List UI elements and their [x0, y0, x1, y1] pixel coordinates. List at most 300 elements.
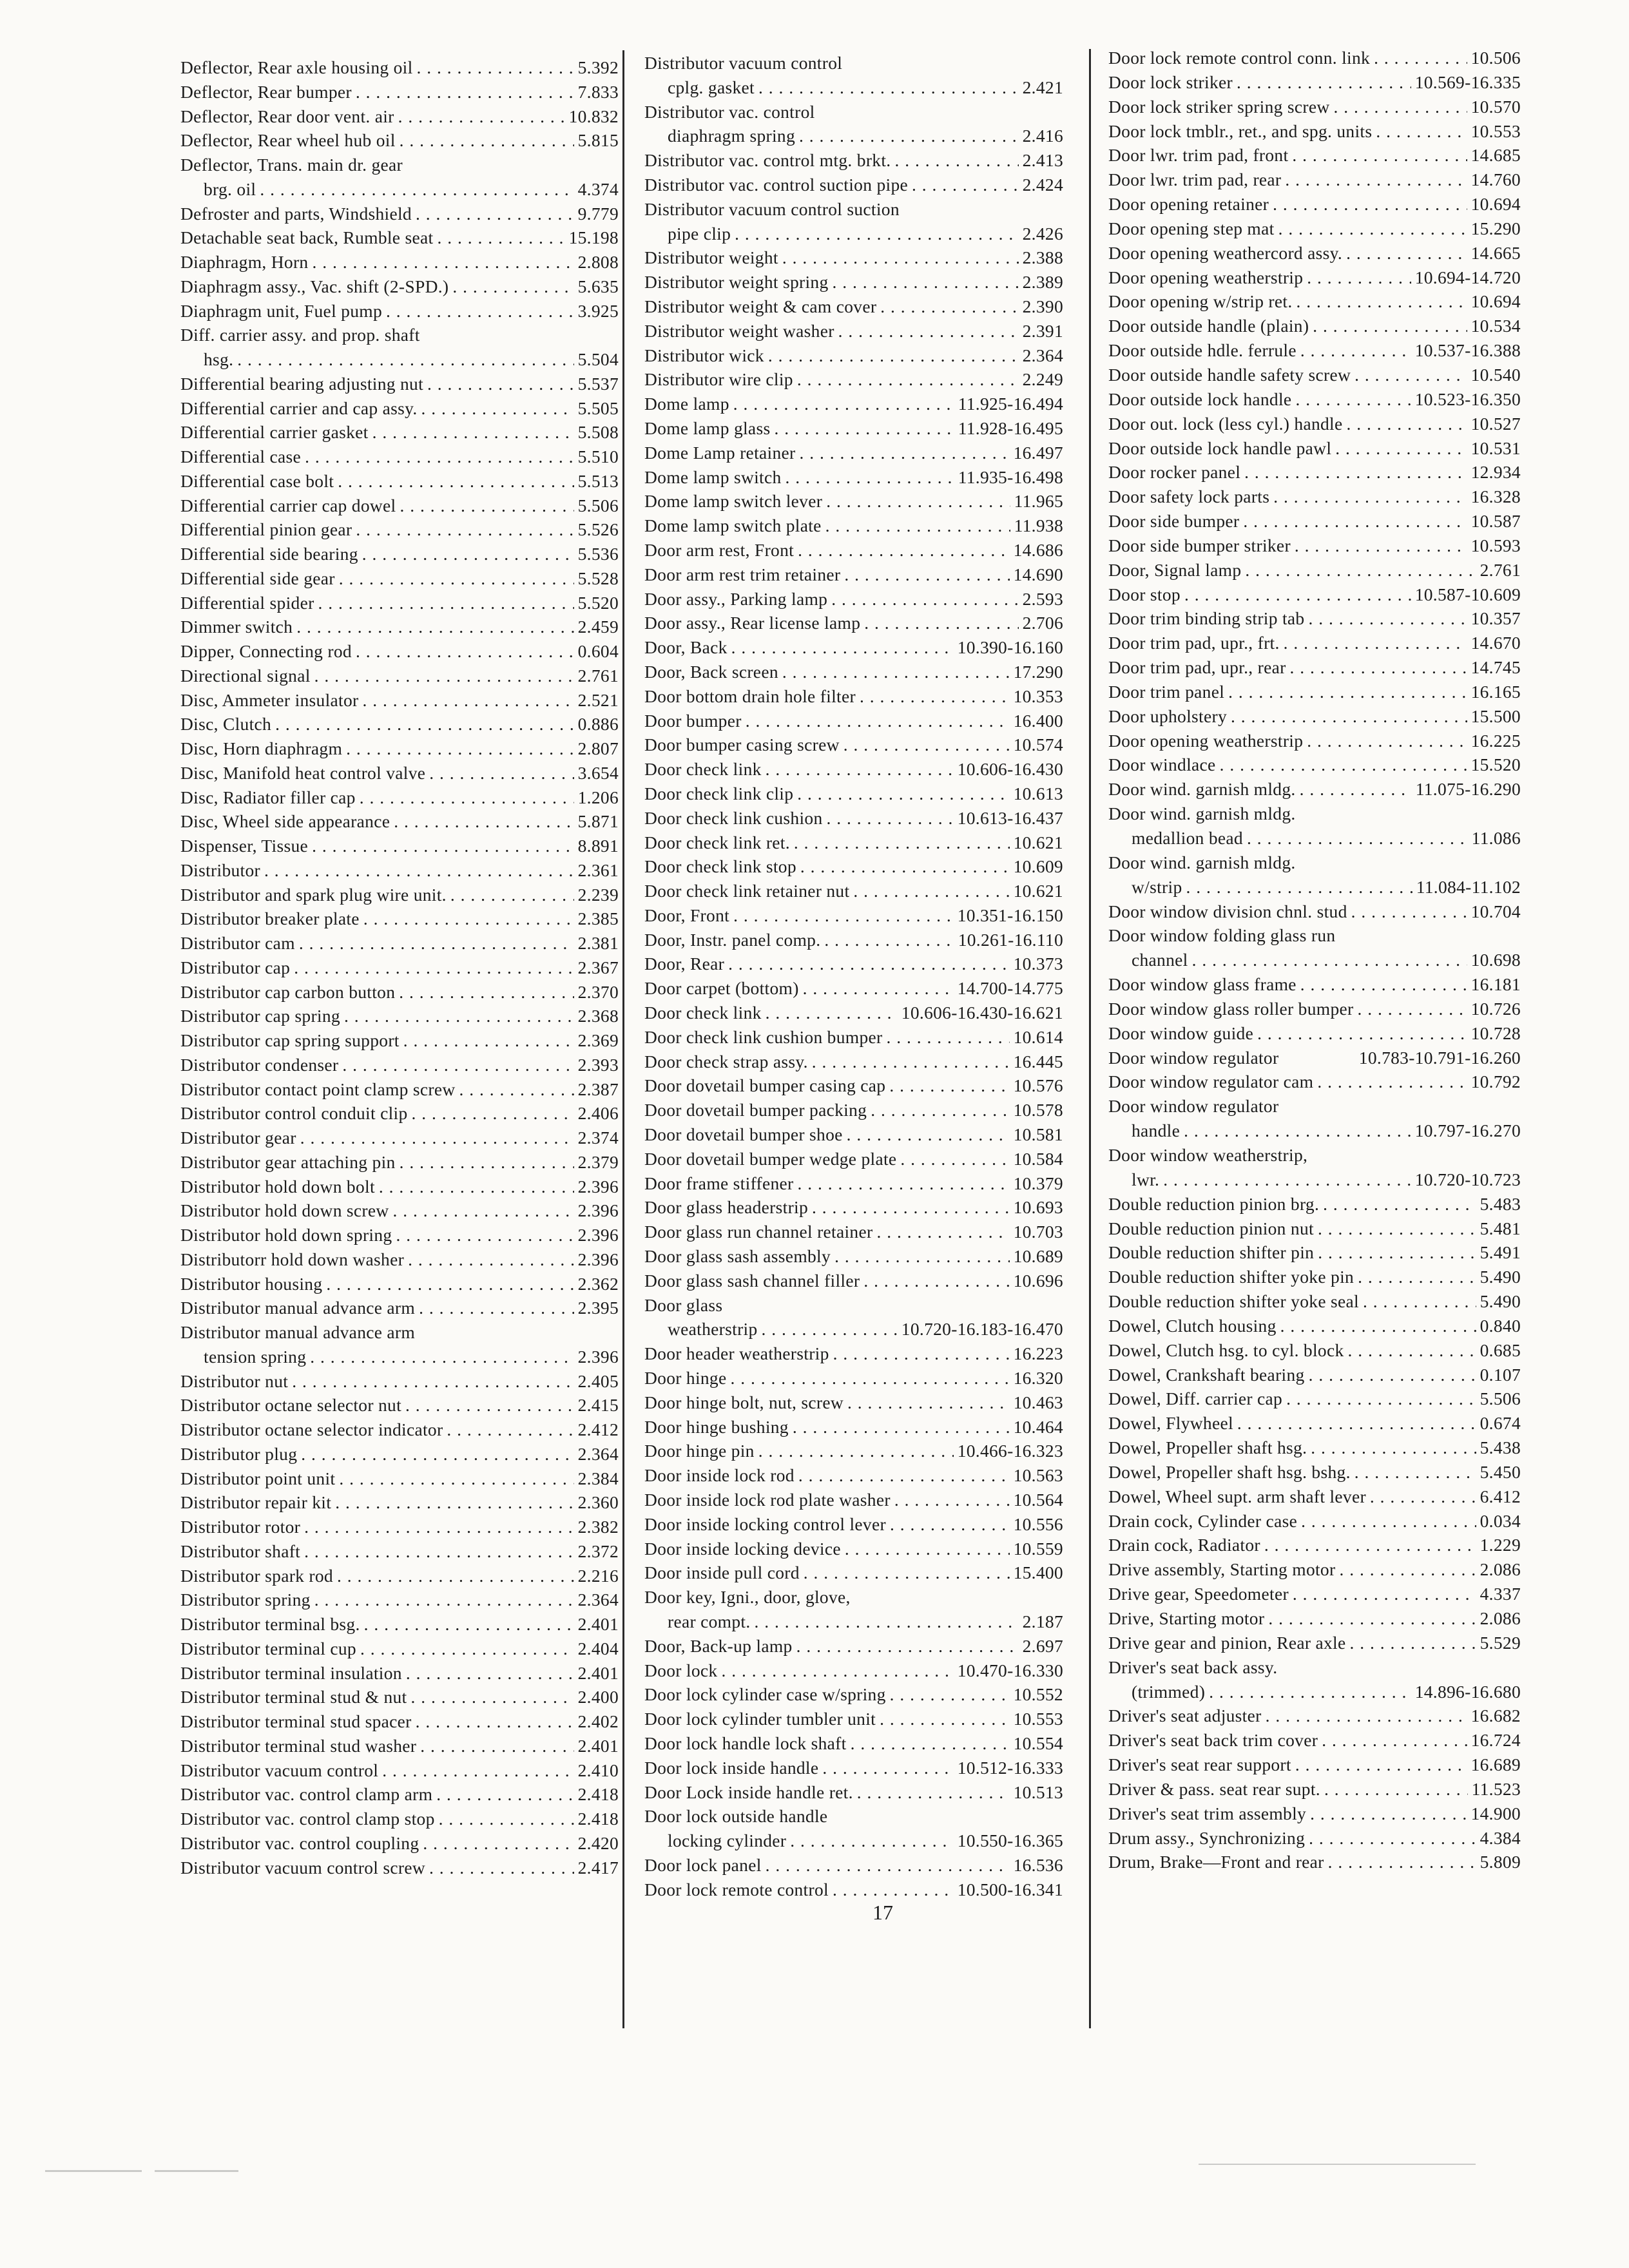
entry-term: Distributor contact point clamp screw [180, 1079, 456, 1099]
entry-term: Dowel, Clutch housing [1108, 1315, 1277, 1336]
index-entry [180, 1296, 619, 1320]
entry-part-number: 0.604 [577, 641, 619, 661]
entry-part-number: 5.505 [577, 398, 619, 418]
dot-leader [1163, 1168, 1411, 1192]
entry-term: Distributor manual advance arm [180, 1298, 416, 1318]
index-entry [1108, 729, 1521, 753]
entry-term: Door window regulator cam [1108, 1072, 1314, 1092]
entry-term: Door glass sash channel filler [644, 1270, 860, 1291]
dot-leader [237, 347, 574, 372]
dot-leader [912, 173, 1019, 197]
entry-term: Door inside locking device [644, 1538, 841, 1559]
entry-part-number: 10.550-16.365 [957, 1831, 1063, 1851]
dot-leader [437, 226, 564, 250]
entry-term: weatherstrip [668, 1319, 758, 1340]
entry-term: Door lock striker [1108, 72, 1233, 92]
entry-part-number: 16.724 [1470, 1730, 1521, 1751]
index-entry [180, 494, 619, 518]
entry-part-number: 15.290 [1470, 218, 1521, 238]
entry-part-number: 10.351-16.150 [957, 905, 1063, 925]
entry-term: Drive gear, Speedometer [1108, 1584, 1289, 1604]
entry-term: Distributor terminal stud washer [180, 1735, 417, 1756]
entry-part-number: 2.364 [577, 1443, 619, 1464]
entry-part-number: 16.225 [1470, 730, 1521, 751]
index-entry [180, 1101, 619, 1126]
column-divider [622, 50, 624, 2028]
dot-leader [1339, 1557, 1476, 1582]
entry-term: Door window guide [1108, 1023, 1254, 1043]
dot-leader [766, 757, 954, 782]
dot-leader [1346, 241, 1467, 265]
entry-part-number: 16.181 [1470, 974, 1521, 995]
entry-part-number: 2.379 [577, 1151, 619, 1172]
dot-leader [799, 124, 1019, 148]
dot-leader [372, 420, 574, 445]
entry-part-number: 7.833 [577, 81, 619, 102]
dot-leader [356, 80, 574, 104]
entry-term: Door trim pad, upr., frt. [1108, 633, 1280, 653]
entry-term: Differential carrier gasket [180, 422, 369, 443]
index-entry [180, 809, 619, 834]
dot-leader [394, 809, 574, 834]
entry-term: Door, Back [644, 637, 728, 658]
entry-part-number: 2.418 [577, 1809, 619, 1829]
dot-leader [312, 834, 574, 858]
entry-term: Distributor control conduit clip [180, 1103, 408, 1124]
entry-term: Differential bearing adjusting nut [180, 373, 424, 394]
entry-part-number: 2.402 [577, 1711, 619, 1731]
entry-term: Door carpet (bottom) [644, 978, 799, 999]
entry-part-number: 2.396 [577, 1200, 619, 1221]
dot-leader [889, 1073, 1009, 1098]
dot-leader [360, 1637, 574, 1661]
entry-term: Diff. carrier assy. and prop. shaft [180, 325, 420, 345]
entry-term: Driver's seat back assy. [1108, 1657, 1278, 1677]
index-entry [1108, 631, 1521, 655]
entry-part-number: 2.086 [1480, 1559, 1521, 1580]
entry-term: Distributor and spark plug wire unit. [180, 884, 447, 905]
index-entry [180, 615, 619, 639]
dot-leader [1318, 1216, 1476, 1241]
entry-term: Dome lamp glass [644, 418, 771, 438]
entry-term: Door lock [644, 1660, 718, 1680]
entry-part-number: 10.357 [1470, 608, 1521, 629]
dot-leader [1244, 460, 1467, 485]
entry-term: Dome lamp [644, 394, 729, 414]
entry-term: diaphragm spring [668, 126, 796, 146]
dot-leader [721, 1658, 953, 1683]
index-entry [180, 1661, 619, 1686]
entry-term: Door glass headerstrip [644, 1197, 809, 1218]
index-entry [1108, 265, 1521, 290]
index-entry [180, 1539, 619, 1564]
entry-part-number: 2.761 [577, 665, 619, 686]
index-entry [180, 883, 619, 907]
entry-part-number: 10.694 [1470, 194, 1521, 215]
dot-leader [735, 222, 1018, 246]
entry-term: Defroster and parts, Windshield [180, 203, 412, 224]
dot-leader [1282, 1094, 1517, 1119]
index-entry [644, 611, 1063, 635]
entry-part-number: 10.606-16.430 [957, 759, 1063, 780]
entry-part-number: 8.891 [577, 836, 619, 856]
entry-term: Door Lock inside handle ret. [644, 1782, 853, 1802]
dot-leader [1295, 533, 1467, 558]
index-entry [1108, 460, 1521, 485]
dot-leader [1351, 899, 1467, 924]
index-entry [644, 928, 1063, 952]
index-entry [1108, 387, 1521, 412]
entry-part-number: 2.761 [1480, 559, 1521, 580]
entry-part-number: 14.685 [1470, 145, 1521, 166]
dot-leader [733, 392, 954, 416]
index-entry [644, 976, 1063, 1001]
dot-leader [824, 928, 954, 952]
dot-leader [337, 1564, 574, 1588]
index-entry [644, 1439, 1063, 1463]
index-entry [644, 465, 1063, 490]
entry-term: Door opening weatherstrip [1108, 730, 1304, 751]
dot-leader [1301, 1509, 1476, 1533]
dot-leader [746, 709, 1010, 733]
entry-term: Door trim pad, upr., rear [1108, 657, 1286, 678]
entry-term: Distributor shaft [180, 1541, 301, 1561]
entry-term: Double reduction shifter yoke seal [1108, 1291, 1359, 1312]
index-entry [644, 441, 1063, 465]
entry-term: Double reduction shifter yoke pin [1108, 1267, 1354, 1287]
entry-part-number: 2.391 [1022, 320, 1063, 341]
entry-term: Drive gear and pinion, Rear axle [1108, 1632, 1346, 1653]
index-entry [180, 372, 619, 396]
entry-part-number: 2.239 [577, 884, 619, 905]
index-entry [1108, 899, 1521, 924]
entry-term: Dipper, Connecting rod [180, 641, 352, 661]
entry-part-number: 2.401 [577, 1614, 619, 1634]
index-entry [644, 1731, 1063, 1756]
index-entry [644, 416, 1063, 441]
dot-leader [819, 100, 1059, 124]
index-entry [644, 367, 1063, 392]
dot-leader [405, 1393, 574, 1418]
entry-term: Door glass sash assembly [644, 1246, 831, 1267]
entry-term: Distributor repair kit [180, 1492, 332, 1513]
entry-part-number: 2.364 [577, 1590, 619, 1610]
dot-leader [863, 1269, 1009, 1293]
entry-part-number: 2.086 [1480, 1608, 1521, 1628]
dot-leader [407, 153, 615, 177]
index-entry [644, 1122, 1063, 1147]
index-entry [644, 148, 1063, 173]
dot-leader [427, 372, 574, 396]
dot-leader [393, 1198, 574, 1223]
dot-leader [1192, 948, 1467, 972]
dot-leader [900, 1147, 1009, 1171]
dot-leader [379, 1175, 574, 1199]
index-entry [644, 514, 1063, 538]
entry-part-number: 2.361 [577, 860, 619, 880]
entry-term: Door check strap assy. [644, 1051, 808, 1072]
dot-leader [798, 538, 1009, 562]
dot-leader [860, 684, 1010, 709]
dot-leader [300, 1126, 574, 1150]
dot-leader [1257, 1021, 1467, 1046]
entry-term: Door lock cylinder case w/spring [644, 1684, 886, 1705]
dot-leader [728, 952, 1009, 976]
dot-leader [903, 197, 1059, 222]
dot-leader [812, 1195, 1010, 1220]
index-entry [1108, 1314, 1521, 1338]
dot-leader [399, 980, 574, 1004]
dot-leader [834, 1244, 1010, 1269]
entry-term: Dispenser, Tissue [180, 836, 309, 856]
entry-term: Door trim binding strip tab [1108, 608, 1305, 629]
dot-leader [1243, 509, 1467, 533]
index-entry [180, 177, 619, 202]
entry-term: Dome lamp switch lever [644, 491, 823, 512]
dot-leader [766, 1001, 898, 1025]
dot-leader [786, 465, 954, 490]
index-entry [644, 100, 1063, 124]
entry-term: Distributor hold down bolt [180, 1176, 375, 1196]
entry-part-number: 2.424 [1022, 174, 1063, 195]
dot-leader [1237, 1411, 1476, 1436]
entry-term: Door out. lock (less cyl.) handle [1108, 413, 1343, 434]
entry-part-number: 14.700-14.775 [957, 978, 1063, 999]
entry-term: Distributor weight spring [644, 272, 829, 293]
dot-leader [766, 1853, 1010, 1878]
dot-leader [800, 854, 1010, 879]
index-entry [180, 761, 619, 785]
entry-term: tension spring [204, 1346, 307, 1367]
entry-part-number: 10.470-16.330 [957, 1660, 1063, 1680]
entry-part-number: 10.531 [1470, 437, 1521, 458]
entry-part-number: 2.393 [577, 1054, 619, 1075]
index-entry [644, 1220, 1063, 1244]
index-entry [180, 128, 619, 153]
index-entry [1108, 704, 1521, 729]
dot-leader [1322, 1728, 1467, 1753]
entry-term: Door key, Igni., door, glove, [644, 1587, 851, 1608]
index-entry [180, 980, 619, 1004]
entry-part-number: 14.900 [1470, 1803, 1521, 1823]
entry-part-number: 15.400 [1013, 1562, 1063, 1583]
entry-part-number: 2.421 [1022, 77, 1063, 97]
dot-leader [838, 319, 1019, 343]
index-entry [1108, 582, 1521, 607]
index-entry [180, 542, 619, 566]
entry-term: Driver's seat rear support [1108, 1754, 1291, 1775]
entry-part-number: 2.385 [577, 908, 619, 929]
entry-term: Dome lamp switch [644, 466, 782, 487]
dot-leader [1186, 875, 1412, 899]
entry-term: Double reduction pinion brg. [1108, 1193, 1320, 1214]
entry-term: Drum assy., Synchronizing [1108, 1827, 1306, 1848]
index-entry [180, 1442, 619, 1466]
entry-part-number: 5.809 [1480, 1852, 1521, 1872]
entry-part-number: 10.728 [1470, 1023, 1521, 1043]
index-entries [180, 55, 619, 1879]
entry-part-number: 10.606-16.430-16.621 [901, 1003, 1063, 1023]
entry-term: Door opening retainer [1108, 194, 1269, 215]
dot-leader [846, 51, 1059, 75]
dot-leader [1354, 1460, 1476, 1485]
dot-leader [459, 1077, 574, 1102]
index-entry [1108, 168, 1521, 192]
index-entry [1108, 1485, 1521, 1509]
index-entry [1108, 485, 1521, 509]
entry-term: Diaphragm, Horn [180, 252, 309, 272]
dot-leader [864, 611, 1018, 635]
index-entry [1108, 1265, 1521, 1289]
dot-leader [294, 956, 574, 980]
entry-part-number: 10.703 [1013, 1222, 1063, 1242]
entry-part-number: 17.290 [1013, 661, 1063, 682]
dot-leader [1284, 631, 1467, 655]
index-entry [180, 104, 619, 129]
index-entry [1108, 972, 1521, 997]
index-entry [180, 299, 619, 323]
index-entry [644, 270, 1063, 294]
entry-part-number: 10.621 [1013, 881, 1063, 901]
index-entry [180, 931, 619, 956]
dot-leader [827, 806, 954, 831]
entry-part-number: 2.410 [577, 1760, 619, 1780]
entry-part-number: 10.694 [1470, 291, 1521, 312]
entry-part-number: 0.674 [1480, 1413, 1521, 1434]
dot-leader [1292, 143, 1467, 168]
entry-term: Door check link ret. [644, 832, 790, 852]
dot-leader [890, 1682, 1010, 1707]
dot-leader [400, 1150, 574, 1175]
index-entry [644, 197, 1063, 222]
entry-part-number: 2.390 [1022, 296, 1063, 316]
entry-part-number: 16.328 [1470, 486, 1521, 507]
entry-part-number: 10.621 [1013, 832, 1063, 852]
dot-leader [304, 1539, 574, 1564]
index-entry [1108, 192, 1521, 216]
entry-term: Deflector, Rear axle housing oil [180, 57, 413, 77]
index-entry [180, 420, 619, 445]
entry-part-number: 2.364 [1022, 345, 1063, 365]
dot-leader [731, 635, 954, 660]
dot-leader [1273, 192, 1467, 216]
entry-part-number: 0.034 [1480, 1510, 1521, 1531]
dot-leader [1335, 436, 1467, 461]
entry-part-number: 2.369 [577, 1030, 619, 1050]
entry-term: Dowel, Flywheel [1108, 1413, 1233, 1434]
entry-term: Door window weatherstrip, [1108, 1144, 1308, 1165]
entry-term: Directional signal [180, 665, 311, 686]
dot-leader [424, 323, 615, 347]
entry-term: Distributor vacuum control [180, 1760, 379, 1780]
index-entry [1108, 1046, 1521, 1070]
entry-term: Door check link [644, 1003, 762, 1023]
index-entry [644, 854, 1063, 879]
entry-part-number: 10.797-16.270 [1414, 1120, 1521, 1141]
dot-leader [1295, 1753, 1467, 1777]
index-entry [644, 806, 1063, 831]
dot-leader [411, 1685, 574, 1709]
entry-term: Door upholstery [1108, 706, 1227, 726]
entry-term: Disc, Radiator filler cap [180, 787, 356, 807]
entry-part-number: 2.249 [1022, 369, 1063, 390]
entry-part-number: 2.367 [577, 957, 619, 977]
entry-term: Differential spider [180, 592, 314, 613]
index-entry [1108, 826, 1521, 850]
entry-part-number: 10.578 [1013, 1100, 1063, 1120]
dot-leader [296, 615, 574, 639]
index-entry [1108, 558, 1521, 582]
entry-term: Deflector, Trans. main dr. gear [180, 155, 403, 175]
entry-part-number: 2.360 [577, 1492, 619, 1513]
entry-part-number: 10.353 [1013, 686, 1063, 706]
index-entry [644, 709, 1063, 733]
dot-leader [260, 177, 574, 202]
index-entry [644, 562, 1063, 587]
entry-part-number: 10.466-16.323 [957, 1441, 1063, 1461]
index-entry [1108, 509, 1521, 533]
index-entry [1108, 1802, 1521, 1826]
entry-term: Door window regulator [1108, 1096, 1279, 1117]
index-column-2 [644, 0, 1063, 2268]
entry-term: brg. oil [204, 178, 256, 199]
dot-leader [419, 1320, 615, 1345]
entry-part-number: 2.706 [1022, 613, 1063, 633]
entry-part-number: 15.500 [1470, 706, 1521, 726]
entry-part-number: 10.261-16.110 [958, 929, 1063, 950]
entry-part-number: 2.388 [1022, 247, 1063, 268]
dot-leader [310, 1345, 574, 1369]
entry-part-number: 5.508 [577, 422, 619, 443]
entry-part-number: 10.552 [1013, 1684, 1063, 1705]
entry-term: Door lock inside handle [644, 1757, 819, 1778]
entry-term: Distributor hold down spring [180, 1225, 392, 1245]
entry-term: Door glass run channel retainer [644, 1222, 873, 1242]
entry-part-number: 10.379 [1013, 1173, 1063, 1193]
dot-leader [762, 1317, 898, 1341]
entry-part-number: 5.635 [577, 276, 619, 296]
entry-term: Door, Rear [644, 954, 725, 974]
entry-part-number: 11.928-16.495 [958, 418, 1063, 438]
entry-part-number: 10.554 [1013, 1733, 1063, 1753]
entry-term: Distributor cam [180, 933, 295, 953]
index-entry [1108, 1753, 1521, 1777]
entry-term: Door, Back-up lamp [644, 1635, 793, 1656]
entry-term: Distributor wire clip [644, 369, 793, 390]
entry-part-number: 10.581 [1013, 1124, 1063, 1145]
entry-part-number: 2.401 [577, 1735, 619, 1756]
entry-term: Dowel, Clutch hsg. to cyl. block [1108, 1340, 1344, 1360]
entry-term: Distributor vacuum control suction [644, 198, 900, 219]
index-entry [1108, 338, 1521, 363]
column-divider [1089, 49, 1091, 2028]
entry-part-number: 5.526 [577, 519, 619, 540]
index-entry [180, 785, 619, 810]
index-entry [644, 1293, 1063, 1318]
dot-leader [1290, 655, 1467, 680]
index-entry [1108, 289, 1521, 314]
entry-term: Distributor plug [180, 1443, 298, 1464]
index-entry [644, 343, 1063, 368]
entry-part-number: 10.693 [1013, 1197, 1063, 1218]
index-entry [180, 907, 619, 931]
index-entry [1108, 1460, 1521, 1485]
entry-term: Door lock outside handle [644, 1806, 828, 1827]
index-entry [180, 1490, 619, 1515]
entry-term: Door lwr. trim pad, front [1108, 145, 1289, 166]
entry-part-number: 10.783-10.791-16.260 [1358, 1047, 1521, 1068]
index-entry [180, 153, 619, 177]
